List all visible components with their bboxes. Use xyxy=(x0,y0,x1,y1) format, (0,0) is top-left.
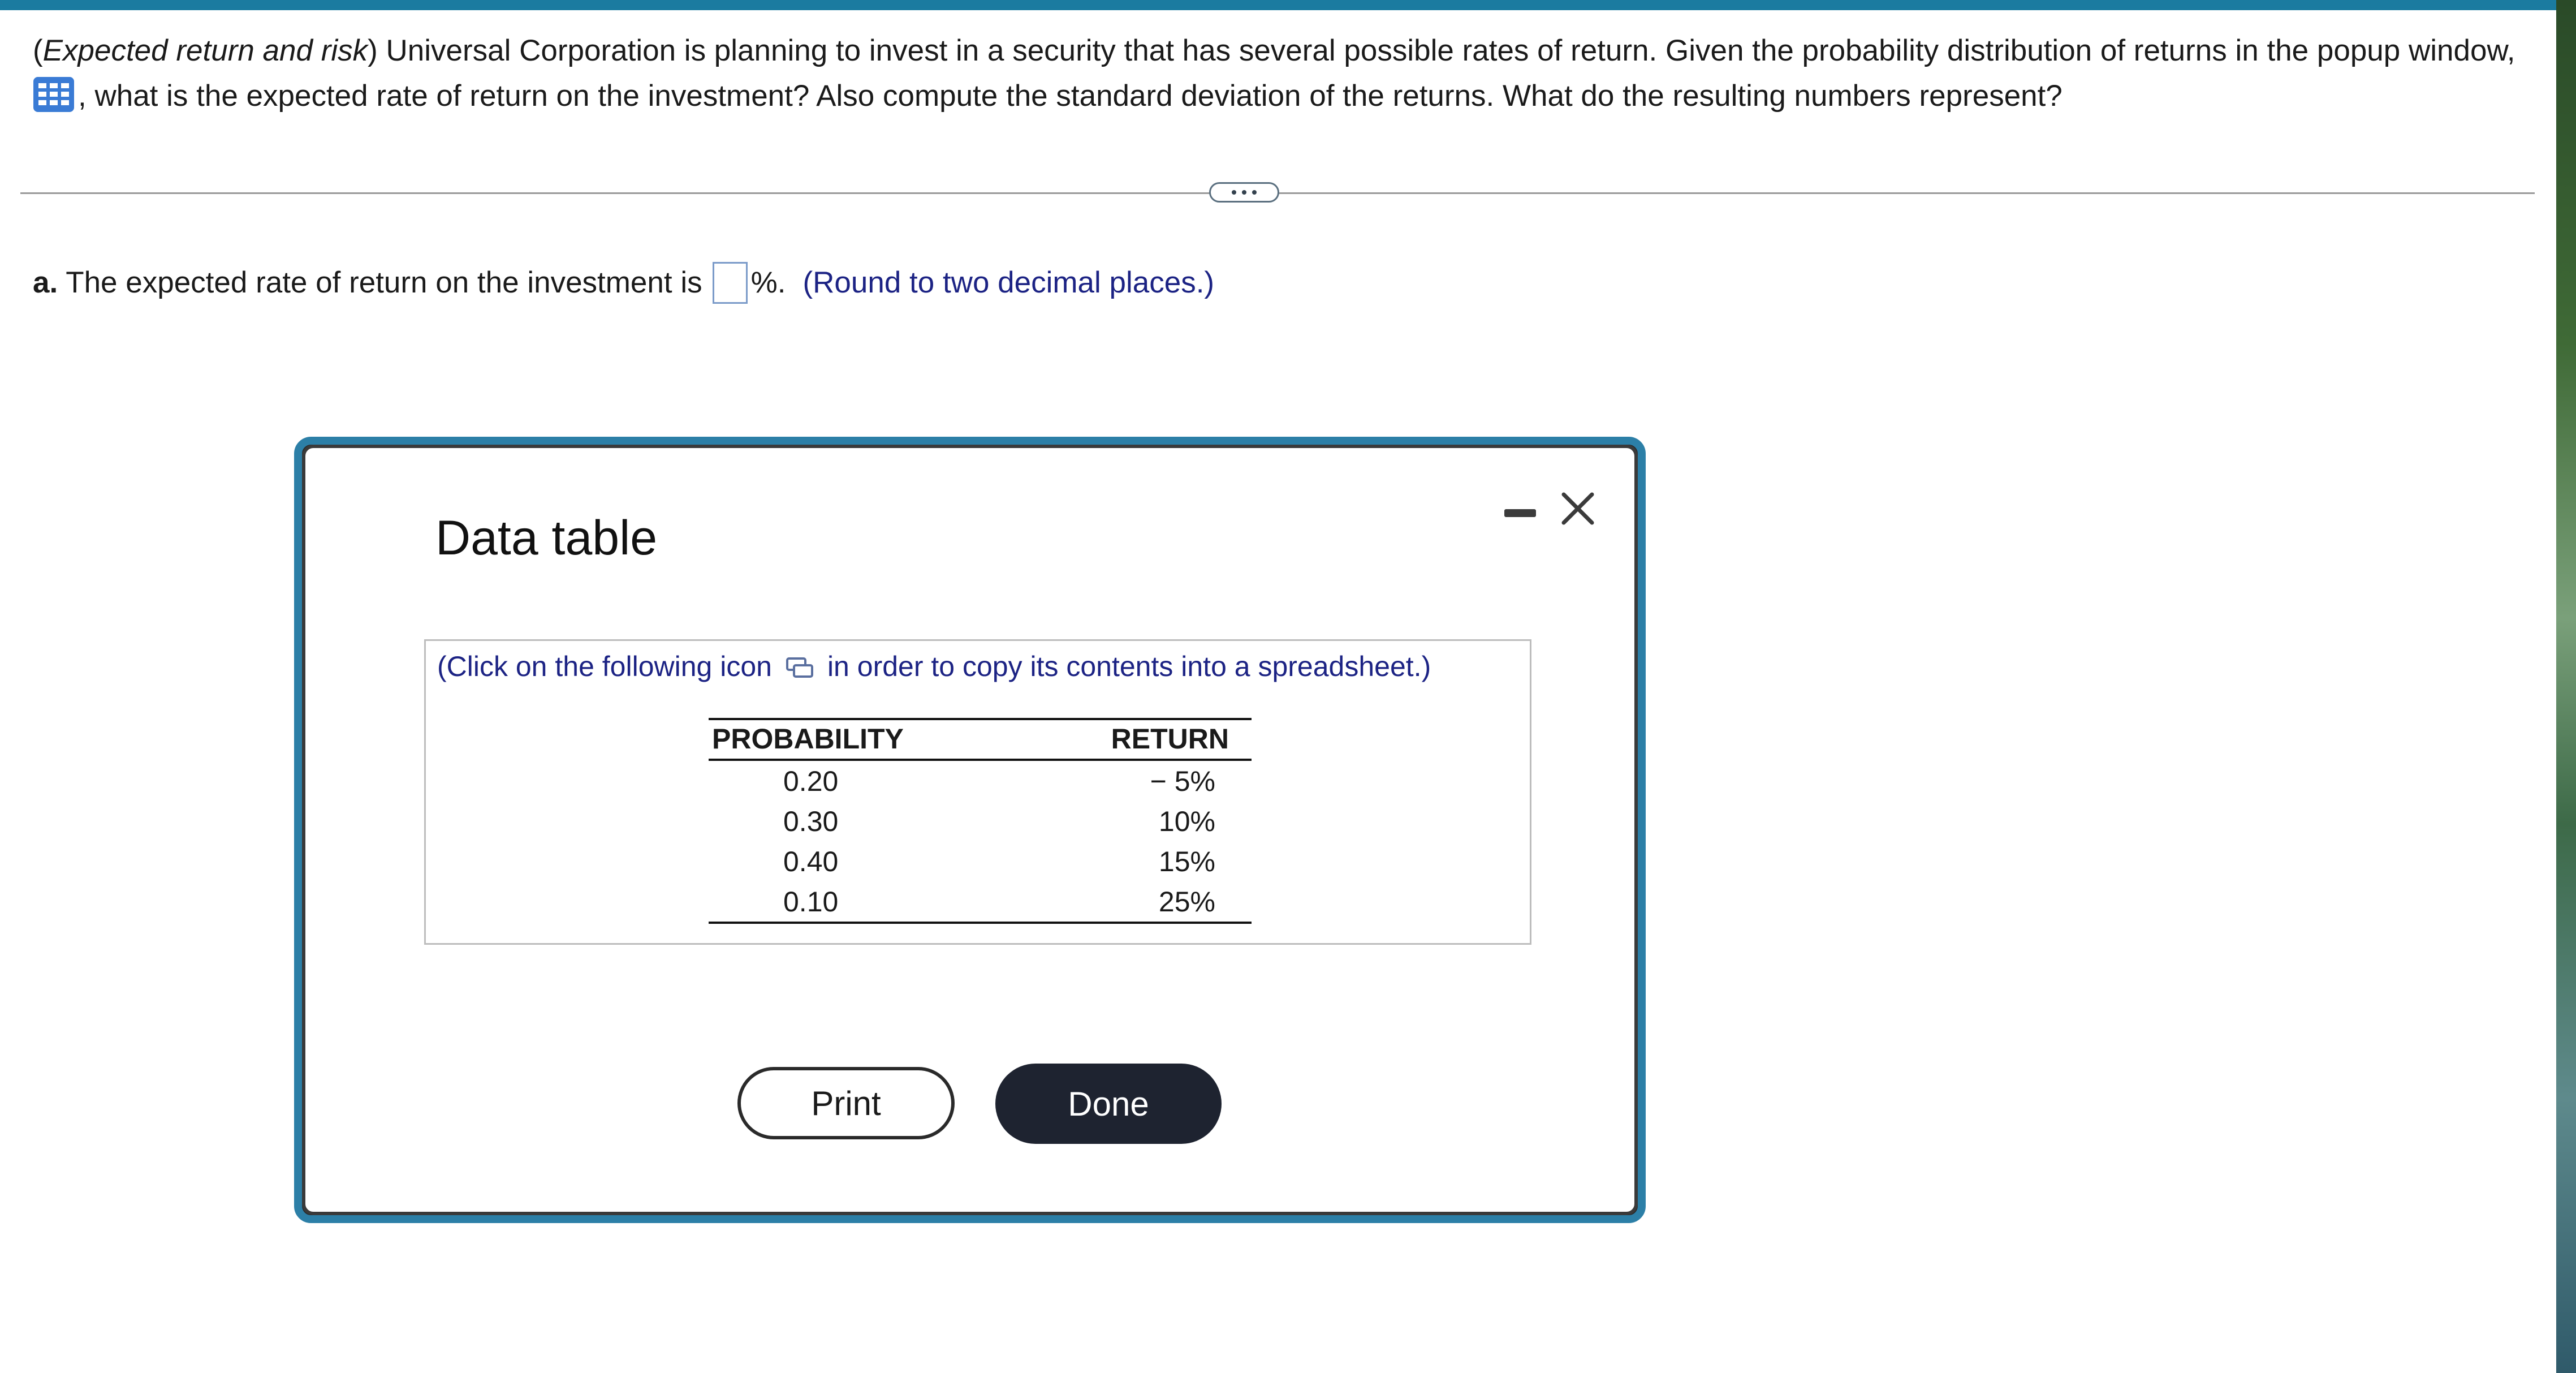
question-text: (Expected return and risk) Universal Corporation is planning to invest in a security that has several possible rates of return. Given the probability distribution of returns in the popup window, , what is the expected rate of return on the investment? Also compute the standard deviation of the returns. What do the resulting numbers represent? xyxy=(33,34,2515,113)
copy-note-end: in order to copy its contents into a spreadsheet.) xyxy=(827,651,1431,682)
probability-header: PROBABILITY xyxy=(709,719,1024,760)
return-cell: 25% xyxy=(1024,881,1252,923)
return-cell: − 5% xyxy=(1150,765,1215,797)
probability-cell: 0.40 xyxy=(783,846,839,877)
return-cell: 10% xyxy=(1158,806,1215,837)
top-accent-bar xyxy=(0,0,2556,10)
dot xyxy=(1232,190,1236,195)
probability-cell: 0.10 xyxy=(709,881,1024,923)
rounding-hint: (Round to two decimal places.) xyxy=(802,266,1215,299)
close-icon[interactable] xyxy=(1558,489,1598,528)
done-button[interactable]: Done xyxy=(995,1064,1222,1144)
question-body-continued: , what is the expected rate of return on the investment? Also compute the standard deviation of the returns. What do the resulting numbers represent? xyxy=(78,79,2062,113)
table-row xyxy=(709,841,1252,881)
dialog-title: Data table xyxy=(435,511,658,565)
expected-return-input[interactable] xyxy=(713,262,748,304)
part-a-label: a. xyxy=(33,266,58,299)
probability-cell: 0.20 xyxy=(783,765,839,797)
copy-note-start: (Click on the following icon xyxy=(437,651,772,682)
minimize-button[interactable] xyxy=(1504,509,1536,517)
table-row xyxy=(709,801,1252,841)
data-table-dialog xyxy=(294,437,1646,1223)
dot xyxy=(1252,190,1257,195)
table-row xyxy=(709,881,1252,923)
background-strip xyxy=(2556,0,2576,1373)
part-a-question xyxy=(33,260,1214,305)
print-button[interactable]: Print xyxy=(737,1067,955,1139)
dot xyxy=(1242,190,1246,195)
percent-unit: %. xyxy=(750,266,786,299)
copy-instructions xyxy=(437,650,1431,683)
return-cell: 15% xyxy=(1158,846,1215,877)
table-header-row xyxy=(709,719,1252,760)
probability-cell: 0.30 xyxy=(783,806,839,837)
returns-table xyxy=(709,718,1252,924)
data-table-frame xyxy=(424,639,1531,945)
data-table-icon[interactable] xyxy=(33,76,75,113)
return-header: RETURN xyxy=(1024,719,1252,760)
question-topic: Expected return and risk xyxy=(42,34,368,67)
part-a-text: The expected rate of return on the investment is xyxy=(66,266,702,299)
question-body: Universal Corporation is planning to invest in a security that has several possible rates of return. Given the probability distribution of returns in the popup window, xyxy=(377,34,2515,67)
copy-to-spreadsheet-icon[interactable] xyxy=(786,654,815,679)
table-row xyxy=(709,760,1252,801)
more-options-button[interactable] xyxy=(1209,182,1279,203)
dialog-body xyxy=(302,445,1638,1215)
